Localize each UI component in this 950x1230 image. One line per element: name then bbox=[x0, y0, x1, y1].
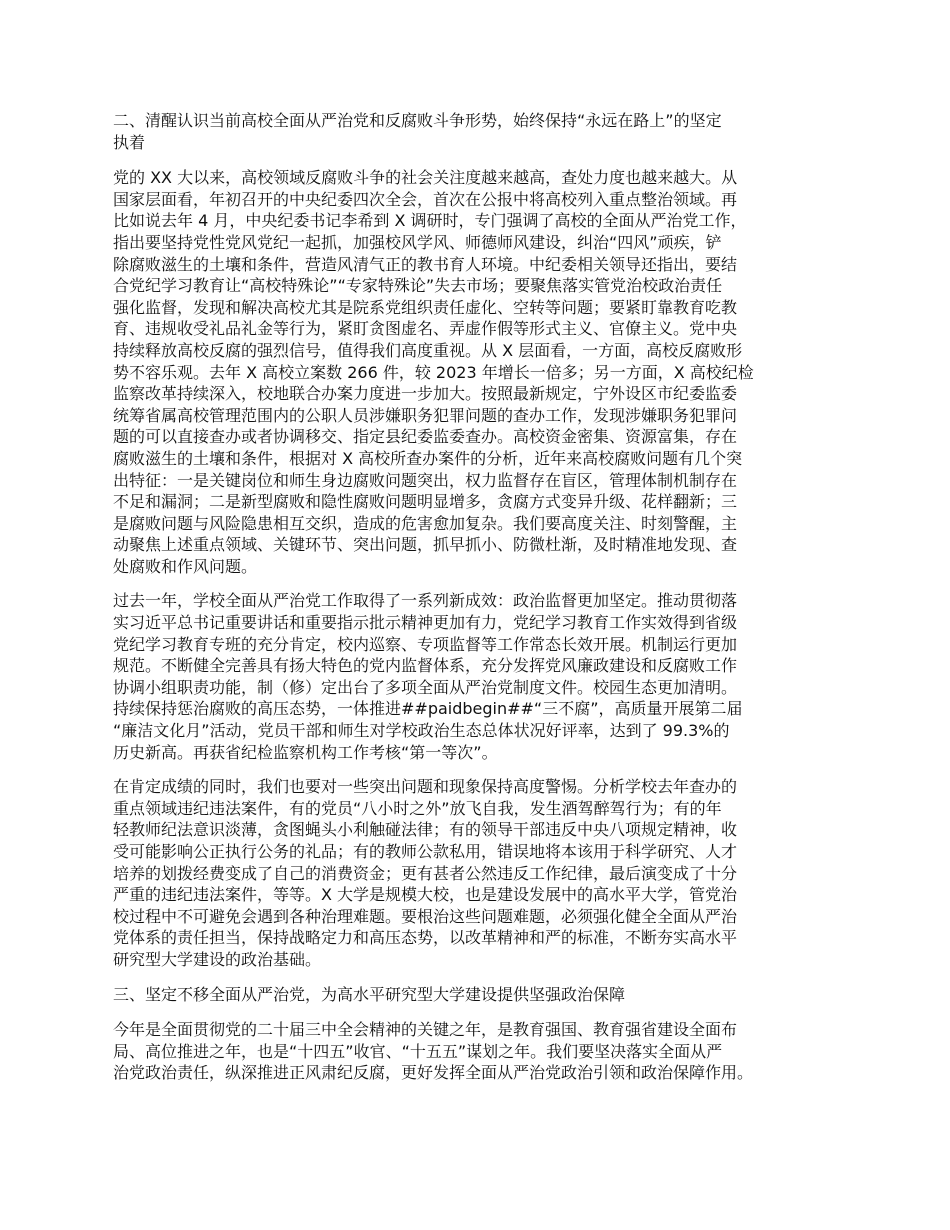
text-line: “廉洁文化月”活动，党员干部和师生对学校政治生态总体状况好评率，达到了 99.3%的 bbox=[113, 721, 730, 741]
text-line: 指出要坚持党性党风党纪一起抓，加强校风学风、师德师风建设，纠治“四风”顽疾，铲 bbox=[113, 232, 722, 252]
text-line: 动聚焦上述重点领域、关键环节、突出问题，抓早抓小、防微杜渐，及时精准地发现、查 bbox=[113, 535, 738, 555]
text-line: 协调小组职责功能，制（修）定出台了多项全面从严治党制度文件。校园生态更加清明。 bbox=[113, 677, 738, 697]
body-paragraph bbox=[113, 167, 849, 577]
text-line: 腐败滋生的土壤和条件，根据对 X 高校所查办案件的分析，近年来高校腐败问题有几个突 bbox=[113, 448, 743, 468]
text-line: 势不容乐观。去年 X 高校立案数 266 件，较 2023 年增长一倍多；另一方面，X 高校纪检 bbox=[113, 362, 754, 382]
section-heading bbox=[113, 110, 849, 153]
text-line: 是腐败问题与风险隐患相互交织，造成的危害愈加复杂。我们要高度关注、时刻警醒，主 bbox=[113, 513, 738, 533]
text-line: 历史新高。再获省纪检监察机构工作考核“第一等次”。 bbox=[113, 742, 498, 762]
text-line: 持续释放高校反腐的强烈信号，值得我们高度重视。从 X 层面看，一方面，高校反腐败形 bbox=[113, 340, 743, 360]
text-line: 受可能影响公正执行公务的礼品；有的教师公款私用，错误地将本该用于科学研究、人才 bbox=[113, 842, 738, 861]
text-line: 除腐败滋生的土壤和条件，营造风清气正的教书育人环境。中纪委相关领导还指出，要结 bbox=[113, 254, 738, 274]
text-line: 在肯定成绩的同时，我们也要对一些突出问题和现象保持高度警惕。分析学校去年查办的 bbox=[113, 777, 738, 797]
text-line: 三、坚定不移全面从严治党，为高水平研究型大学建设提供坚强政治保障 bbox=[113, 984, 626, 1004]
text-line: 党的 XX 大以来，高校领域反腐败斗争的社会关注度越来越高，查处力度也越来越大。从 bbox=[113, 168, 738, 188]
text-line: 国家层面看，年初召开的中央纪委四次全会，首次在公报中将高校列入重点整治领域。再 bbox=[113, 189, 738, 209]
text-line: 二、清醒认识当前高校全面从严治党和反腐败斗争形势，始终保持“永远在路上”的坚定 bbox=[113, 111, 722, 130]
body-paragraph bbox=[113, 1019, 849, 1084]
text-line: 严重的违纪违法案件，等等。X 大学是规模大校，也是建设发展中的高水平大学，管党治 bbox=[113, 885, 738, 905]
text-line: 监察改革持续深入，校地联合办案力度进一步加大。按照最新规定，宁外设区市纪委监委 bbox=[113, 384, 738, 404]
text-line: 轻教师纪法意识淡薄，贪图蝇头小利触碰法律；有的领导干部违反中央八项规定精神，收 bbox=[113, 820, 738, 840]
text-line: 强化监督，发现和解决高校尤其是院系党组织责任虚化、空转等问题；要紧盯靠教育吃教 bbox=[113, 297, 738, 317]
text-line: 党纪学习教育专班的充分肯定，校内巡察、专项监督等工作常态长效开展。机制运行更加 bbox=[113, 634, 738, 654]
text-line: 持续保持惩治腐败的高压态势，一体推进##paidbegin##“三不腐”，高质量开展第二届 bbox=[113, 699, 743, 719]
text-line: 重点领域违纪违法案件，有的党员“八小时之外”放飞自我，发生酒驾醉驾行为；有的年 bbox=[113, 798, 722, 818]
text-line: 出特征：一是关键岗位和师生身边腐败问题突出，权力监督存在盲区，管理体制机制存在 bbox=[113, 470, 738, 490]
document-page bbox=[113, 110, 849, 1097]
text-line: 执着 bbox=[113, 132, 146, 152]
text-line: 合党纪学习教育让“高校特殊论”“专家特殊论”失去市场；要聚焦落实管党治校政治责任 bbox=[113, 276, 723, 296]
text-line: 培养的划拨经费变成了自己的消费资金；更有甚者公然违反工作纪律，最后演变成了十分 bbox=[113, 863, 738, 883]
text-line: 比如说去年 4 月，中央纪委书记李希到 X 调研时，专门强调了高校的全面从严治党工作， bbox=[113, 211, 747, 231]
text-line: 实习近平总书记重要讲话和重要指示批示精神更加有力，党纪学习教育工作实效得到省级 bbox=[113, 613, 738, 633]
text-line: 研究型大学建设的政治基础。 bbox=[113, 949, 322, 969]
body-paragraph bbox=[113, 776, 849, 970]
text-line: 过去一年，学校全面从严治党工作取得了一系列新成效：政治监督更加坚定。推动贯彻落 bbox=[113, 591, 738, 611]
section-heading bbox=[113, 984, 849, 1006]
text-line: 处腐败和作风问题。 bbox=[113, 556, 258, 576]
text-line: 不足和漏洞；二是新型腐败和隐性腐败问题明显增多，贪腐方式变异升级、花样翻新；三 bbox=[113, 492, 738, 512]
body-paragraph bbox=[113, 590, 849, 763]
text-line: 规范。不断健全完善具有扬大特色的党内监督体系，充分发挥党风廉政建设和反腐败工作 bbox=[113, 656, 738, 676]
text-line: 统筹省属高校管理范围内的公职人员涉嫌职务犯罪问题的查办工作，发现涉嫌职务犯罪问 bbox=[113, 405, 738, 425]
text-line: 局、高位推进之年，也是“十四五”收官、“十五五”谋划之年。我们要坚决落实全面从严 bbox=[113, 1041, 723, 1061]
text-line: 党体系的责任担当，保持战略定力和高压态势，以改革精神和严的标准，不断夯实高水平 bbox=[113, 928, 738, 948]
text-line: 今年是全面贯彻党的二十届三中全会精神的关键之年，是教育强国、教育强省建设全面布 bbox=[113, 1020, 738, 1040]
text-line: 育、违规收受礼品礼金等行为，紧盯贪图虚名、弄虚作假等形式主义、官僚主义。党中央 bbox=[113, 319, 738, 339]
text-line: 题的可以直接查办或者协调移交、指定县纪委监委查办。高校资金密集、资源富集，存在 bbox=[113, 427, 738, 447]
text-line: 校过程中不可避免会遇到各种治理难题。要根治这些问题难题，必须强化健全全面从严治 bbox=[113, 906, 738, 926]
text-line: 治党政治责任，纵深推进正风肃纪反腐，更好发挥全面从严治党政治引领和政治保障作用。 bbox=[113, 1063, 754, 1083]
